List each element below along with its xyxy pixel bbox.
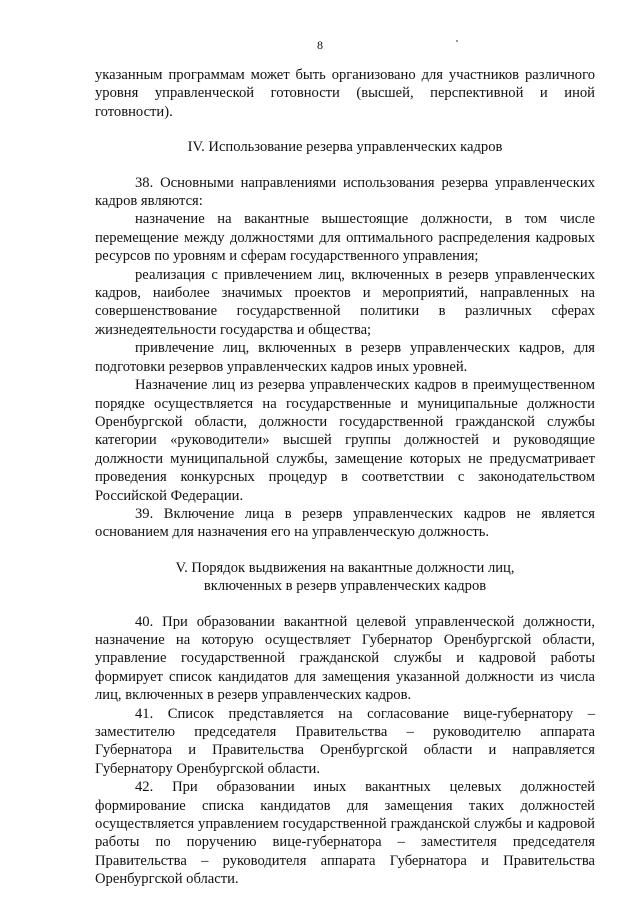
paragraph-38-item-2: реализация с привлечением лиц, включенных в резерв управленческих кадров, наиболее значимых проектов и мероприятий, направленных на совершенствование государственной политики в различных сферах жизнедеятельности государства и общества; [95, 266, 595, 338]
section-5-heading-line-2: включенных в резерв управленческих кадров [203, 578, 487, 595]
scan-speck [456, 40, 458, 42]
paragraph-39: 39. Включение лица в резерв управленческих кадров не является основанием для назначения его на управленческую должность. [95, 505, 595, 541]
paragraph-38-item-3: привлечение лиц, включенных в резерв управленческих кадров, для подготовки резервов управленческих кадров иных уровней. [95, 340, 595, 375]
section-5-heading-line-1: V. Порядок выдвижения на вакантные должности лиц, [175, 559, 515, 576]
paragraph-40: 40. При образовании вакантной целевой управленческой должности, назначение на которую осуществляет Губернатор Оренбургской области, управление государственной гражданской службы и кадровой работы формирует список кандидатов для замещения указанной должности из числа лиц, включенных в резерв управленческих кадров. [95, 613, 595, 704]
paragraph-38-appointment: Назначение лиц из резерва управленческих кадров в преимущественном порядке осуществляется на государственные и муниципальные должности Оренбургской области, должности государственной гражданской службы категории «руководители» высшей группы должностей и руководящие должности муниципальной службы, замещение которых не предусматривает проведения конкурсных процедур в соответствии с законодательством Российской Федерации. [95, 377, 595, 504]
document-body [95, 66, 595, 889]
paragraph-41: 41. Список представляется на согласование вице-губернатору – заместителю председателя Правительства – руководителю аппарата Губернатора и Правительства Оренбургской области и направляется Губернатору Оренбургской области. [95, 705, 595, 777]
paragraph-38: 38. Основными направлениями использования резерва управленческих кадров являются: [95, 174, 595, 210]
page-number: 8 [317, 38, 323, 52]
section-5-heading [95, 559, 595, 596]
paragraph-continued: указанным программам может быть организовано для участников различного уровня управленческой готовности (высшей, перспективной и иной готовности). [95, 67, 595, 120]
paragraph-38-item-1: назначение на вакантные вышестоящие должности, в том числе перемещение между должностями для оптимального распределения кадровых ресурсов по уровням и сферам государственного управления; [95, 211, 595, 265]
section-4-heading: IV. Использование резерва управленческих кадров [187, 139, 503, 156]
paragraph-42: 42. При образовании иных вакантных целевых должностей формирование списка кандидатов для замещения таких должностей осуществляется управлением государственной гражданской службы и кадровой работы по поручению вице-губернатора – заместителя председателя Правительства – руководителя аппарата Губернатора и Правительства Оренбургской области. [95, 779, 595, 888]
